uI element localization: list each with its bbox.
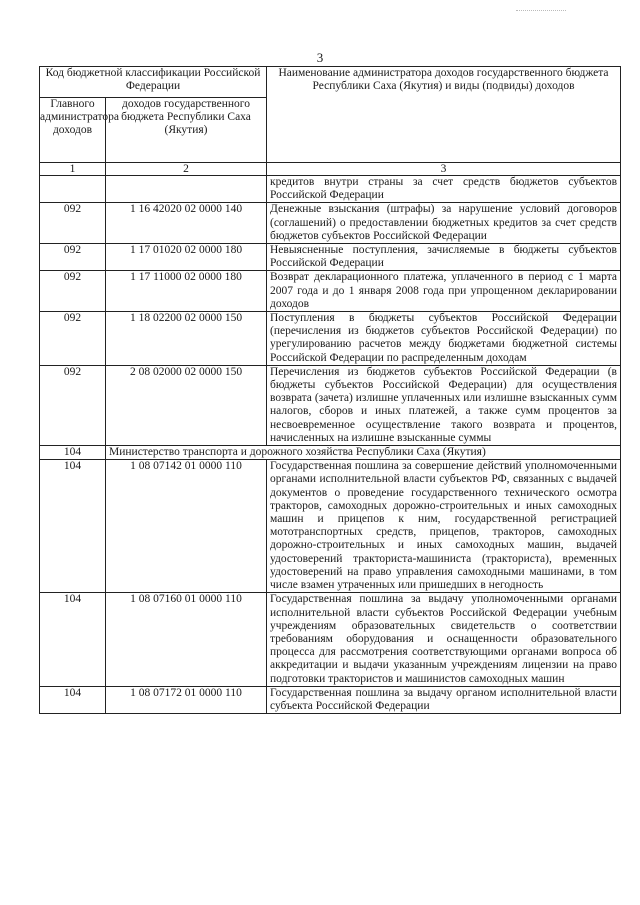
admin-code: 104 [40,686,106,713]
table-row [40,203,621,244]
admin-code [40,176,106,203]
income-code: 1 16 42020 02 0000 140 [106,203,267,244]
page-number: 3 [316,50,324,65]
income-name: Государственная пошлина за выдачу органом исполнительной власти субъекта Российской Федерации [267,686,621,713]
budget-classification-table [39,66,621,714]
code-column-header: доходов государственного бюджета Республики Саха (Якутия) [106,98,267,163]
income-name: кредитов внутри страны за счет средств бюджетов субъектов Российской Федерации [267,176,621,203]
income-name: Перечисления из бюджетов субъектов Российской Федерации (в бюджеты субъектов Российской Федерации) для осуществления возврата (зачета) излишне уплаченных или излишне взысканных сумм налогов, сборов и иных платежей, а также сумм процентов за несвоевременное осуществление такого возврата и процентов, начисленных на излишне взысканные суммы [267,365,621,445]
admin-code: 092 [40,312,106,366]
income-code: 2 08 02000 02 0000 150 [106,365,267,445]
admin-code: 092 [40,271,106,312]
income-name: Государственная пошлина за выдачу уполномоченными органами исполнительной власти субъектов Российской Федерации учебным учреждениям образовательных свидетельств о соответствии требованиям оборудования и оснащенности образовательного процесса для рассмотрения соответствующими органами вопроса об аккредитации и выдачи указанным учреждениям лицензии на право подготовки трактористов и машинистов самоходных машин [267,593,621,686]
table-row [40,176,621,203]
income-code: 1 17 01020 02 0000 180 [106,244,267,271]
scan-mark [516,10,566,13]
table-row [40,460,621,593]
income-code: 1 08 07172 01 0000 110 [106,686,267,713]
income-name: Возврат декларационного платежа, уплаченного в период с 1 марта 2007 года и до 1 января 2008 года при упрощенном декларировании доходов [267,271,621,312]
column-numbers-row [40,163,621,176]
table-row [40,365,621,445]
admin-code: 092 [40,365,106,445]
income-code: 1 18 02200 02 0000 150 [106,312,267,366]
income-code: 1 17 11000 02 0000 180 [106,271,267,312]
income-name: Денежные взыскания (штрафы) за нарушение условий договоров (соглашений) о предоставлении бюджетных кредитов за счет средств бюджетов субъектов Российской Федерации [267,203,621,244]
income-name: Государственная пошлина за совершение действий уполномоченными органами исполнительной власти субъектов РФ, связанных с выдачей документов о проведение государственного технического осмотра тракторов, самоходных дорожно-строительных и иных самоходных машин и прицепов к ним, государственной регистрацией мототранспортных средств, прицепов, тракторов, самоходных дорожно-строительных и иных самоходных машин, выдачей удостоверений тракториста-машиниста (тракториста), временных удостоверений на право управления самоходными машинами, в том числе взамен утраченных или пришедших в негодность [267,460,621,593]
income-name: Поступления в бюджеты субъектов Российской Федерации (перечисления из бюджетов субъектов Российской Федерации) по урегулированию расчетов между бюджетами бюджетной системы Российской Федерации по распределенным доходам [267,312,621,366]
income-code [106,176,267,203]
admin-code: 092 [40,203,106,244]
income-code: 1 08 07160 01 0000 110 [106,593,267,686]
table-row [40,312,621,366]
admin-code: 104 [40,593,106,686]
table-row [40,271,621,312]
section-row [40,446,621,460]
admin-code: 104 [40,460,106,593]
name-column-header: Наименование администратора доходов государственного бюджета Республики Саха (Якутия) и виды (подвиды) доходов [267,67,621,163]
column-number: 3 [267,163,621,176]
column-number: 2 [106,163,267,176]
admin-code: 092 [40,244,106,271]
admin-column-header: Главного администратора доходов [40,98,106,163]
table-header-row [40,67,621,98]
column-number: 1 [40,163,106,176]
table-row [40,593,621,686]
kbk-group-header: Код бюджетной классификации Российской Федерации [40,67,267,98]
income-code: 1 08 07142 01 0000 110 [106,460,267,593]
table-row [40,244,621,271]
table-row [40,686,621,713]
section-title: Министерство транспорта и дорожного хозяйства Республики Саха (Якутия) [106,446,621,460]
income-name: Невыясненные поступления, зачисляемые в бюджеты субъектов Российской Федерации [267,244,621,271]
section-admin-code: 104 [40,446,106,460]
